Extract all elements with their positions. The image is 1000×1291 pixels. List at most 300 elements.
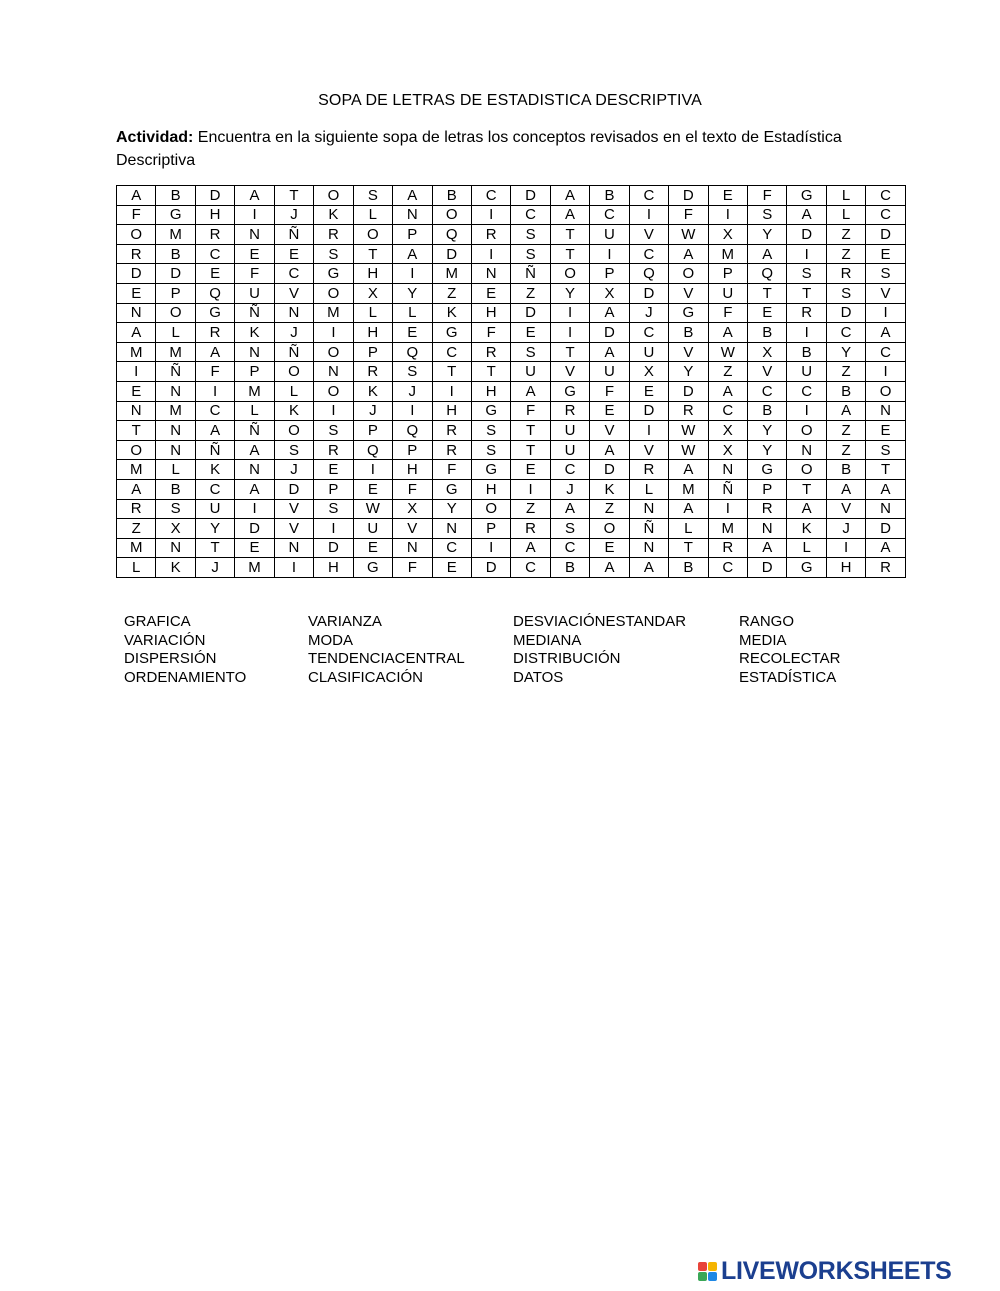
grid-cell: S [826,283,865,303]
grid-cell: F [393,558,432,578]
grid-cell: A [669,244,708,264]
grid-cell: T [550,225,589,245]
grid-cell: K [235,323,274,343]
grid-cell: J [274,460,313,480]
grid-cell: D [590,460,629,480]
grid-cell: G [748,460,787,480]
grid-cell: D [314,538,353,558]
grid-cell: U [511,362,550,382]
grid-cell: C [195,244,234,264]
grid-cell: Z [590,499,629,519]
grid-cell: Y [748,225,787,245]
word-item: DESVIACIÓNESTANDAR [513,613,687,630]
grid-row [117,303,906,323]
grid-cell: L [669,519,708,539]
grid-cell: S [314,244,353,264]
grid-cell: V [393,519,432,539]
grid-cell: S [511,225,550,245]
grid-cell: I [511,479,550,499]
grid-row [117,421,906,441]
logo-icon [698,1262,717,1281]
grid-cell: J [353,401,392,421]
grid-cell: X [590,283,629,303]
grid-cell: P [393,440,432,460]
grid-cell: Z [826,362,865,382]
grid-cell: M [156,401,195,421]
grid-cell: I [314,519,353,539]
grid-cell: E [274,244,313,264]
grid-cell: Y [748,421,787,441]
grid-cell: I [787,401,826,421]
grid-cell: N [235,225,274,245]
grid-cell: G [353,558,392,578]
grid-cell: X [629,362,668,382]
grid-cell: N [117,303,156,323]
grid-cell: V [629,225,668,245]
word-item: ORDENAMIENTO [124,669,247,687]
page-title: SOPA DE LETRAS DE ESTADISTICA DESCRIPTIVA [318,92,702,109]
grid-cell: T [274,186,313,206]
grid-row [117,440,906,460]
grid-cell: S [511,342,550,362]
grid-cell: D [629,401,668,421]
grid-cell: L [117,558,156,578]
grid-cell: B [669,558,708,578]
grid-cell: X [748,342,787,362]
word-item: DISPERSIÓN [124,650,217,668]
grid-cell: E [629,381,668,401]
grid-cell: A [393,186,432,206]
grid-cell: A [866,323,905,343]
grid-cell: K [353,381,392,401]
grid-cell: A [117,186,156,206]
grid-cell: A [511,381,550,401]
grid-cell: G [787,558,826,578]
grid-row [117,381,906,401]
grid-cell: O [787,460,826,480]
grid-cell: R [117,244,156,264]
grid-cell: H [826,558,865,578]
grid-cell: V [669,342,708,362]
grid-cell: O [117,225,156,245]
grid-cell: U [708,283,747,303]
grid-cell: X [156,519,195,539]
grid-cell: I [353,460,392,480]
grid-cell: F [432,460,471,480]
grid-cell: I [550,303,589,323]
grid-cell: T [787,479,826,499]
grid-cell: R [511,519,550,539]
grid-cell: H [353,264,392,284]
grid-cell: C [471,186,510,206]
grid-cell: O [590,519,629,539]
grid-cell: R [866,558,905,578]
grid-cell: J [274,323,313,343]
grid-cell: U [629,342,668,362]
grid-cell: T [511,440,550,460]
grid-cell: Q [432,225,471,245]
grid-cell: P [353,342,392,362]
grid-cell: M [708,519,747,539]
grid-cell: T [432,362,471,382]
grid-cell: V [629,440,668,460]
grid-cell: C [787,381,826,401]
logo-square-green [698,1272,707,1281]
grid-cell: P [353,421,392,441]
grid-cell: B [669,323,708,343]
grid-cell: A [550,499,589,519]
grid-cell: S [156,499,195,519]
grid-cell: R [629,460,668,480]
grid-cell: A [669,499,708,519]
grid-cell: S [550,519,589,539]
grid-cell: R [195,225,234,245]
grid-cell: G [471,460,510,480]
grid-cell: D [471,558,510,578]
grid-cell: S [314,499,353,519]
grid-cell: L [826,205,865,225]
grid-cell: M [432,264,471,284]
grid-cell: I [471,244,510,264]
grid-cell: I [432,381,471,401]
grid-cell: C [708,558,747,578]
grid-cell: C [866,205,905,225]
grid-cell: G [195,303,234,323]
word-item: TENDENCIACENTRAL [308,650,465,668]
grid-cell: L [787,538,826,558]
grid-cell: T [353,244,392,264]
grid-cell: K [195,460,234,480]
grid-cell: N [629,499,668,519]
grid-cell: M [708,244,747,264]
grid-cell: H [471,479,510,499]
grid-cell: B [748,323,787,343]
grid-cell: F [393,479,432,499]
grid-cell: H [432,401,471,421]
grid-cell: I [393,401,432,421]
grid-cell: R [787,303,826,323]
grid-cell: B [787,342,826,362]
grid-cell: I [590,244,629,264]
grid-cell: F [511,401,550,421]
grid-cell: H [314,558,353,578]
grid-cell: A [590,342,629,362]
grid-cell: S [393,362,432,382]
grid-cell: K [432,303,471,323]
grid-cell: I [826,538,865,558]
grid-cell: N [274,538,313,558]
grid-cell: H [471,381,510,401]
grid-cell: R [117,499,156,519]
grid-cell: L [274,381,313,401]
grid-cell: E [471,283,510,303]
grid-cell: D [511,303,550,323]
grid-cell: C [590,205,629,225]
grid-row [117,264,906,284]
grid-cell: D [235,519,274,539]
grid-cell: T [195,538,234,558]
grid-cell: V [669,283,708,303]
word-item: RANGO [739,613,795,630]
grid-cell: U [590,362,629,382]
grid-cell: E [117,283,156,303]
grid-cell: Q [393,421,432,441]
grid-cell: C [550,460,589,480]
grid-cell: T [550,342,589,362]
grid-cell: L [393,303,432,323]
grid-cell: S [471,440,510,460]
grid-cell: D [432,244,471,264]
word-item: ESTADÍSTICA [739,669,837,687]
grid-cell: U [590,225,629,245]
grid-cell: B [748,401,787,421]
grid-cell: R [314,440,353,460]
grid-cell: U [550,440,589,460]
grid-cell: C [195,401,234,421]
grid-cell: Z [511,499,550,519]
grid-cell: F [195,362,234,382]
grid-cell: V [590,421,629,441]
grid-cell: F [708,303,747,323]
grid-cell: D [669,381,708,401]
grid-cell: B [156,244,195,264]
grid-cell: T [117,421,156,441]
grid-cell: V [274,283,313,303]
grid-cell: E [866,244,905,264]
grid-cell: L [156,460,195,480]
grid-cell: E [748,303,787,323]
grid-cell: A [195,342,234,362]
grid-cell: Q [195,283,234,303]
grid-cell: B [590,186,629,206]
grid-cell: A [235,440,274,460]
grid-cell: M [235,558,274,578]
grid-cell: X [353,283,392,303]
grid-cell: O [117,440,156,460]
grid-cell: W [708,342,747,362]
grid-cell: O [471,499,510,519]
grid-cell: S [471,421,510,441]
grid-cell: R [353,362,392,382]
word-list-column-3 [513,613,686,688]
grid-cell: C [826,323,865,343]
grid-cell: N [235,460,274,480]
grid-cell: M [117,460,156,480]
grid-cell: C [629,244,668,264]
grid-cell: I [471,205,510,225]
grid-cell: C [629,186,668,206]
grid-cell: A [117,323,156,343]
grid-cell: U [195,499,234,519]
grid-cell: N [471,264,510,284]
grid-cell: I [195,381,234,401]
word-item: DATOS [513,669,564,687]
grid-cell: S [866,440,905,460]
grid-cell: C [432,342,471,362]
liveworksheets-logo [698,1256,952,1286]
grid-cell: Ñ [274,225,313,245]
grid-cell: D [274,479,313,499]
grid-cell: D [156,264,195,284]
grid-row [117,479,906,499]
grid-cell: C [866,186,905,206]
grid-cell: N [156,381,195,401]
grid-cell: U [550,421,589,441]
grid-cell: Z [117,519,156,539]
word-item: MEDIANA [513,631,582,649]
grid-row [117,460,906,480]
grid-cell: E [511,323,550,343]
grid-cell: Z [511,283,550,303]
grid-cell: L [826,186,865,206]
grid-cell: I [471,538,510,558]
grid-cell: O [274,421,313,441]
grid-cell: A [629,558,668,578]
grid-cell: L [235,401,274,421]
grid-cell: Y [550,283,589,303]
grid-cell: A [748,538,787,558]
grid-cell: Y [826,342,865,362]
grid-cell: M [156,342,195,362]
grid-cell: R [669,401,708,421]
grid-cell: Z [826,440,865,460]
grid-cell: A [393,244,432,264]
grid-cell: P [314,479,353,499]
grid-row [117,362,906,382]
grid-cell: A [708,381,747,401]
grid-cell: E [393,323,432,343]
grid-cell: P [471,519,510,539]
logo-square-yellow [708,1262,717,1271]
grid-cell: B [826,381,865,401]
grid-row [117,186,906,206]
grid-cell: M [117,342,156,362]
grid-cell: D [117,264,156,284]
grid-cell: Ñ [274,342,313,362]
grid-cell: U [353,519,392,539]
grid-cell: E [590,401,629,421]
grid-cell: Y [195,519,234,539]
grid-cell: W [669,440,708,460]
grid-cell: F [590,381,629,401]
grid-cell: N [156,440,195,460]
grid-cell: M [235,381,274,401]
grid-row [117,401,906,421]
grid-cell: I [708,499,747,519]
grid-cell: A [195,421,234,441]
logo-text: LIVEWORKSHEETS [721,1256,952,1285]
grid-cell: A [708,323,747,343]
grid-cell: R [432,440,471,460]
grid-cell: R [195,323,234,343]
grid-cell: A [866,479,905,499]
grid-cell: L [156,323,195,343]
grid-row [117,519,906,539]
grid-cell: I [235,499,274,519]
word-list-column-4 [739,613,840,688]
grid-cell: X [393,499,432,519]
grid-cell: Y [669,362,708,382]
grid-cell: O [432,205,471,225]
grid-cell: N [748,519,787,539]
grid-cell: Q [629,264,668,284]
grid-cell: O [274,362,313,382]
grid-cell: A [235,479,274,499]
word-list-column-1 [124,613,246,688]
grid-cell: I [235,205,274,225]
grid-cell: C [195,479,234,499]
grid-cell: D [866,225,905,245]
grid-cell: V [826,499,865,519]
grid-cell: O [314,342,353,362]
grid-cell: Q [748,264,787,284]
grid-cell: A [787,499,826,519]
grid-cell: F [235,264,274,284]
grid-cell: X [708,440,747,460]
grid-cell: D [511,186,550,206]
grid-cell: O [787,421,826,441]
grid-cell: O [550,264,589,284]
grid-cell: E [866,421,905,441]
grid-cell: V [550,362,589,382]
grid-cell: K [314,205,353,225]
instructions-label: Actividad: [116,129,194,146]
grid-cell: H [195,205,234,225]
grid-cell: O [314,283,353,303]
grid-cell: A [590,303,629,323]
grid-cell: C [550,538,589,558]
grid-cell: C [708,401,747,421]
grid-cell: A [550,186,589,206]
grid-row [117,205,906,225]
grid-cell: U [787,362,826,382]
grid-cell: J [393,381,432,401]
grid-cell: A [511,538,550,558]
grid-cell: C [511,558,550,578]
grid-cell: N [866,499,905,519]
grid-cell: H [353,323,392,343]
grid-cell: S [787,264,826,284]
grid-cell: D [826,303,865,323]
grid-cell: T [511,421,550,441]
grid-cell: A [590,558,629,578]
grid-cell: Z [826,225,865,245]
grid-cell: H [471,303,510,323]
grid-cell: E [511,460,550,480]
grid-cell: G [787,186,826,206]
grid-cell: P [708,264,747,284]
word-item: MEDIA [739,631,787,649]
grid-cell: C [511,205,550,225]
grid-cell: S [314,421,353,441]
grid-cell: Ñ [235,421,274,441]
instructions [116,126,876,172]
grid-cell: M [314,303,353,323]
grid-cell: R [471,225,510,245]
grid-cell: T [471,362,510,382]
grid-cell: E [353,538,392,558]
grid-cell: A [787,205,826,225]
grid-cell: R [432,421,471,441]
grid-cell: A [669,460,708,480]
grid-cell: P [748,479,787,499]
grid-cell: O [314,186,353,206]
grid-cell: O [353,225,392,245]
grid-row [117,323,906,343]
grid-row [117,499,906,519]
grid-cell: G [550,381,589,401]
grid-cell: E [708,186,747,206]
